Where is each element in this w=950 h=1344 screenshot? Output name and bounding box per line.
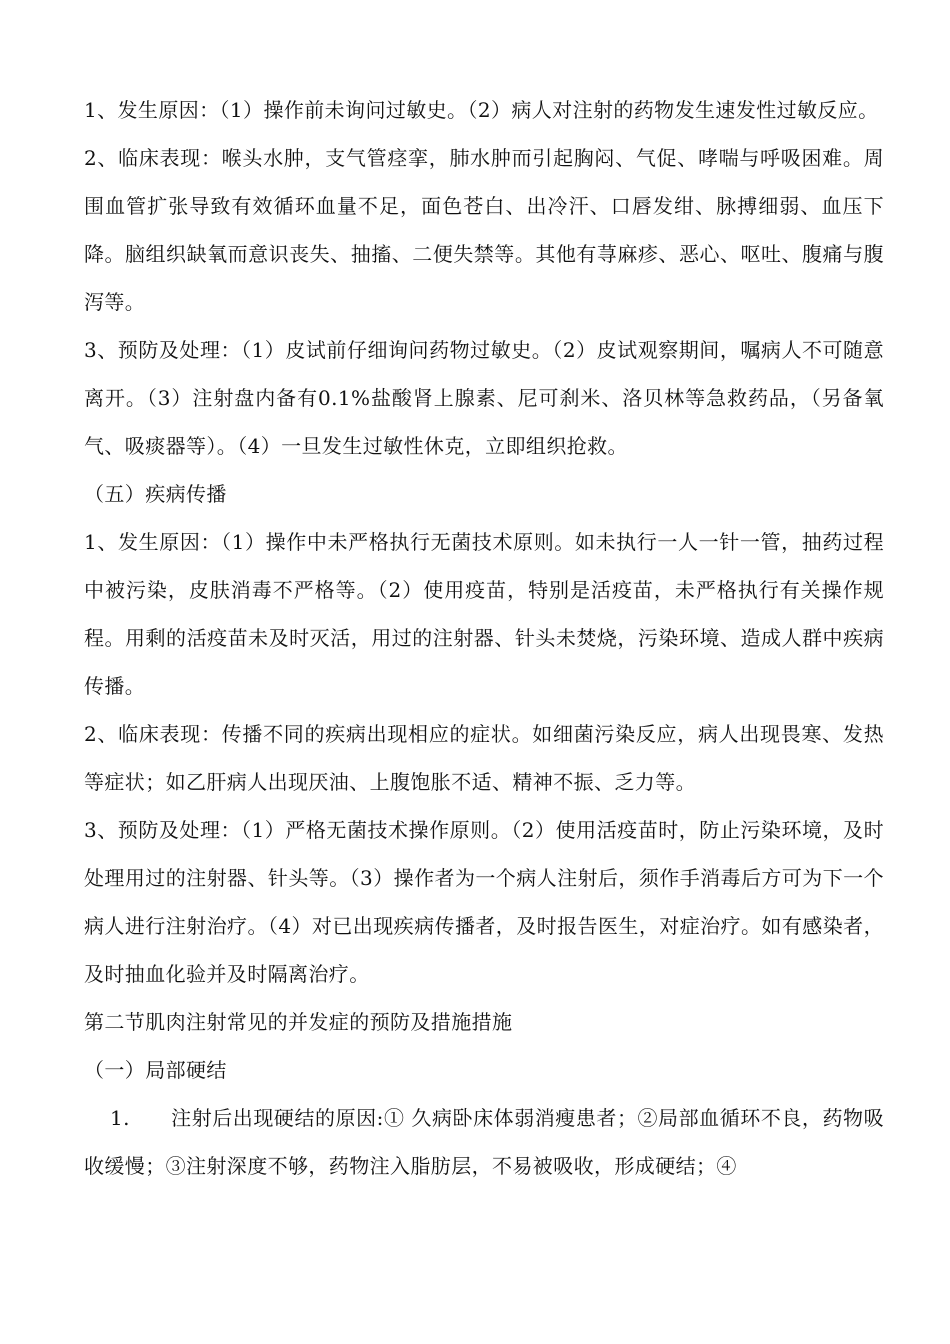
section-heading-disease-transmission: （五）疾病传播 <box>84 482 227 506</box>
transmission-prevention-paragraph: 3、预防及处理：（1）严格无菌技术操作原则。（2）使用活疫苗时，防止污染环境，及时处理用过的注射器、针头等。（3）操作者为一个病人注射后，须作手消毒后方可为下一个病人进行注射治疗。（4）对已出现疾病传播者，及时报告医生，对症治疗。如有感染者，及时抽血化验并及时隔离治疗。 <box>84 818 884 986</box>
transmission-symptoms-paragraph: 2、临床表现：传播不同的疾病出现相应的症状。如细菌污染反应，病人出现畏寒、发热等症状；如乙肝病人出现厌油、上腹饱胀不适、精神不振、乏力等。 <box>84 722 884 794</box>
induration-cause-paragraph: 1. 注射后出现硬结的原因:① 久病卧床体弱消瘦患者；②局部血循环不良，药物吸收缓慢；③注射深度不够，药物注入脂肪层，不易被吸收，形成硬结；④ <box>84 1106 884 1178</box>
allergy-cause-paragraph: 1、发生原因：（1）操作前未询问过敏史。（2）病人对注射的药物发生速发性过敏反应。 <box>84 98 879 122</box>
transmission-cause-paragraph: 1、发生原因：（1）操作中未严格执行无菌技术原则。如未执行一人一针一管，抽药过程中被污染，皮肤消毒不严格等。（2）使用疫苗，特别是活疫苗，未严格执行有关操作规程。用剩的活疫苗未及时灭活，用过的注射器、针头未焚烧，污染环境、造成人群中疾病传播。 <box>84 530 884 698</box>
chapter-heading-intramuscular: 第二节肌肉注射常见的并发症的预防及措施措施 <box>84 1010 513 1034</box>
document-page <box>84 86 884 1190</box>
allergy-prevention-paragraph: 3、预防及处理：（1）皮试前仔细询问药物过敏史。（2）皮试观察期间，嘱病人不可随意离开。（3）注射盘内备有0.1%盐酸肾上腺素、尼可刹米、洛贝林等急救药品，（另备氧气、吸痰器等）。（4）一旦发生过敏性休克，立即组织抢救。 <box>84 338 884 458</box>
allergy-symptoms-paragraph: 2、临床表现：喉头水肿，支气管痉挛，肺水肿而引起胸闷、气促、哮喘与呼吸困难。周围血管扩张导致有效循环血量不足，面色苍白、出冷汗、口唇发绀、脉搏细弱、血压下降。脑组织缺氧而意识丧失、抽搐、二便失禁等。其他有荨麻疹、恶心、呕吐、腹痛与腹泻等。 <box>84 146 884 314</box>
section-heading-local-induration: （一）局部硬结 <box>84 1058 227 1082</box>
